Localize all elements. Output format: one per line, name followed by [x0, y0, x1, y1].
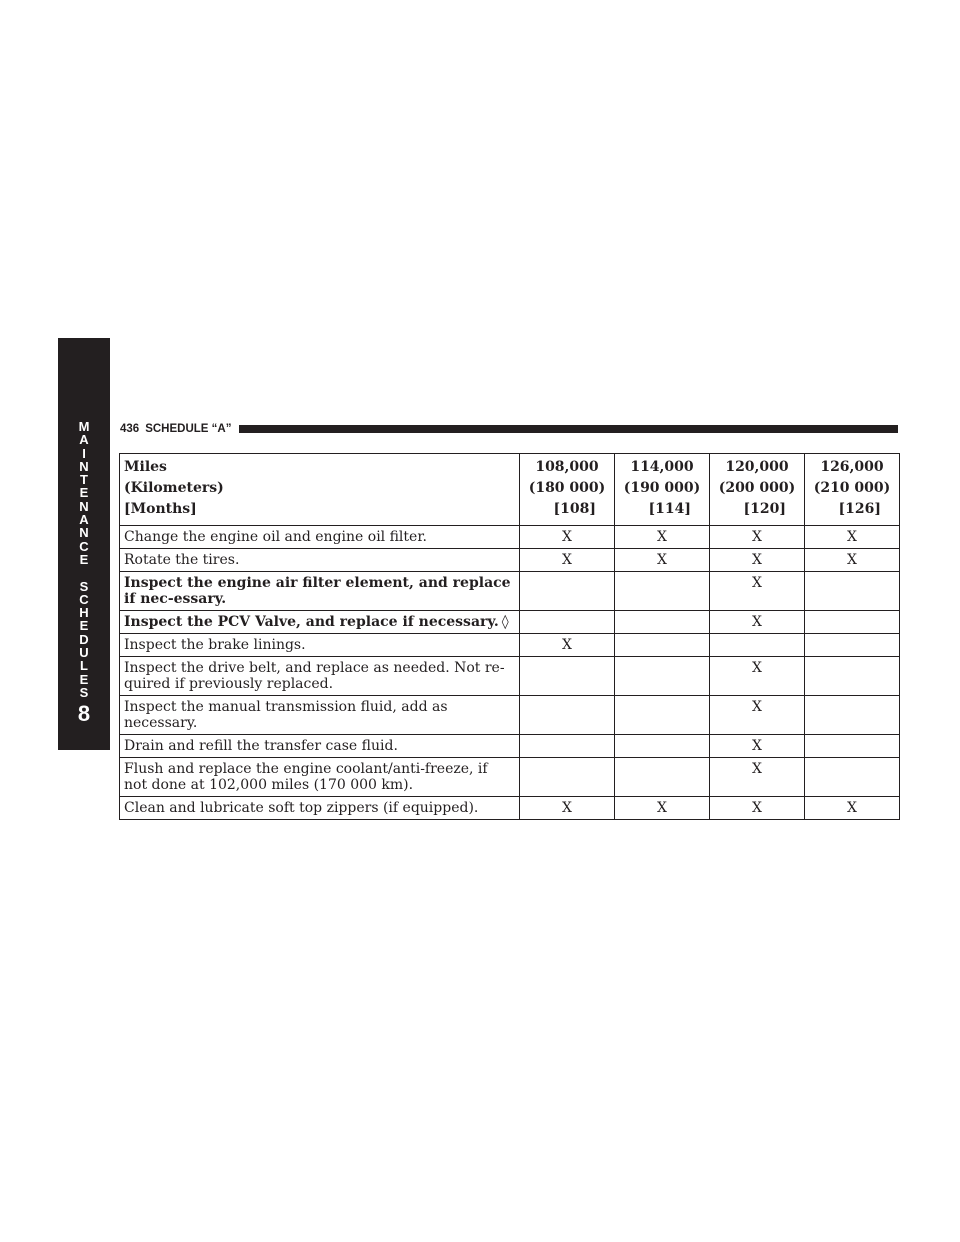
table-row	[120, 634, 900, 657]
section-title: SCHEDULE “A”	[145, 423, 232, 435]
interval-mark	[805, 634, 900, 657]
chapter-side-tab	[58, 338, 110, 750]
side-tab-letter: A	[79, 512, 89, 528]
interval-mark: X	[805, 797, 900, 820]
task-description: Inspect the PCV Valve, and replace if necessary.	[124, 614, 499, 630]
table-row	[120, 797, 900, 820]
interval-mark	[615, 758, 710, 797]
side-tab-label	[79, 420, 90, 699]
interval-km: (180 000)	[528, 480, 606, 496]
interval-column	[710, 454, 805, 526]
interval-header-row	[120, 454, 900, 526]
task-description: Flush and replace the engine coolant/anti-freeze, if not done at 102,000 miles (170 000 km).	[124, 761, 488, 793]
interval-mark: X	[710, 657, 805, 696]
interval-mark	[520, 735, 615, 758]
table-row	[120, 549, 900, 572]
side-tab-letter: U	[79, 645, 89, 661]
table-row	[120, 657, 900, 696]
interval-column	[615, 454, 710, 526]
interval-miles: 114,000	[630, 459, 694, 475]
side-tab-letter: E	[79, 618, 89, 634]
side-tab-letter: E	[79, 671, 89, 687]
task-description: Inspect the brake linings.	[124, 637, 306, 653]
interval-mark	[520, 611, 615, 634]
interval-mark: X	[710, 758, 805, 797]
interval-mark	[805, 572, 900, 611]
side-tab-letter: M	[78, 419, 90, 434]
side-tab-letter: C	[79, 591, 89, 607]
interval-mark	[615, 572, 710, 611]
interval-mark: X	[520, 797, 615, 820]
diamond-note-icon: ◊	[501, 614, 509, 630]
interval-mark: X	[710, 572, 805, 611]
table-row	[120, 696, 900, 735]
interval-km: (190 000)	[623, 480, 701, 496]
interval-mark: X	[520, 634, 615, 657]
task-description-cell	[120, 758, 520, 797]
interval-mark: X	[615, 526, 710, 549]
task-description-cell	[120, 634, 520, 657]
task-description: Drain and refill the transfer case fluid.	[124, 738, 398, 754]
interval-mark	[805, 657, 900, 696]
interval-column	[805, 454, 900, 526]
chapter-number: 8	[77, 701, 91, 727]
side-tab-letter: S	[79, 578, 89, 594]
interval-mark: X	[710, 526, 805, 549]
interval-mark: X	[520, 526, 615, 549]
task-description-cell	[120, 526, 520, 549]
interval-months: [126]	[838, 501, 881, 517]
interval-km: (200 000)	[718, 480, 796, 496]
table-row	[120, 735, 900, 758]
task-description-cell	[120, 611, 520, 634]
interval-mark: X	[615, 549, 710, 572]
task-description-cell	[120, 549, 520, 572]
side-tab-letter: E	[79, 485, 89, 501]
months-label: [Months]	[124, 501, 197, 517]
interval-months: [114]	[648, 501, 691, 517]
interval-mark: X	[805, 549, 900, 572]
interval-column	[520, 454, 615, 526]
table-row	[120, 611, 900, 634]
side-tab-letter: N	[79, 525, 89, 541]
task-description: Inspect the manual transmission fluid, add as necessary.	[124, 699, 448, 731]
interval-mark	[520, 657, 615, 696]
header-rule	[239, 425, 898, 433]
task-description-cell	[120, 735, 520, 758]
interval-labels-cell	[120, 454, 520, 526]
task-description-cell	[120, 572, 520, 611]
interval-mark: X	[520, 549, 615, 572]
interval-mark	[520, 758, 615, 797]
table-row	[120, 526, 900, 549]
side-tab-letter: H	[79, 605, 89, 621]
interval-mark	[520, 696, 615, 735]
table-row	[120, 572, 900, 611]
interval-mark	[805, 611, 900, 634]
interval-mark	[805, 758, 900, 797]
interval-mark: X	[805, 526, 900, 549]
interval-miles: 108,000	[535, 459, 599, 475]
interval-miles: 120,000	[725, 459, 789, 475]
interval-mark: X	[710, 611, 805, 634]
interval-mark	[520, 572, 615, 611]
interval-mark	[805, 696, 900, 735]
interval-mark: X	[710, 696, 805, 735]
interval-mark	[805, 735, 900, 758]
side-tab-letter: A	[79, 432, 89, 448]
interval-mark: X	[710, 797, 805, 820]
interval-months: [120]	[743, 501, 786, 517]
side-tab-letter: C	[79, 538, 89, 554]
page-number: 436	[120, 423, 140, 435]
task-description: Inspect the drive belt, and replace as needed. Not re-quired if previously replaced.	[124, 660, 505, 692]
interval-mark	[615, 696, 710, 735]
side-tab-letter: T	[80, 472, 88, 488]
task-description-cell	[120, 797, 520, 820]
interval-mark	[710, 634, 805, 657]
side-tab-letter: E	[79, 551, 89, 567]
side-tab-letter: I	[82, 445, 86, 461]
interval-mark: X	[710, 735, 805, 758]
maintenance-schedule-table	[119, 453, 900, 820]
interval-mark	[615, 657, 710, 696]
page-header	[120, 421, 898, 437]
side-tab-letter: D	[79, 631, 89, 647]
task-description: Rotate the tires.	[124, 552, 240, 568]
interval-mark	[615, 735, 710, 758]
interval-mark	[615, 611, 710, 634]
interval-miles: 126,000	[820, 459, 884, 475]
task-description: Clean and lubricate soft top zippers (if equipped).	[124, 800, 479, 816]
task-description-cell	[120, 696, 520, 735]
interval-mark: X	[615, 797, 710, 820]
task-description: Change the engine oil and engine oil filter.	[124, 529, 427, 545]
side-tab-letter: N	[79, 458, 89, 474]
miles-label: Miles	[124, 459, 167, 475]
task-description: Inspect the engine air filter element, and replace if nec-essary.	[124, 575, 511, 607]
task-rows	[120, 526, 900, 820]
interval-mark	[615, 634, 710, 657]
interval-mark: X	[710, 549, 805, 572]
task-description-cell	[120, 657, 520, 696]
side-tab-letter: S	[79, 684, 89, 700]
side-tab-letter: N	[79, 498, 89, 514]
kilometers-label: (Kilometers)	[124, 480, 224, 496]
interval-months: [108]	[553, 501, 596, 517]
table-row	[120, 758, 900, 797]
side-tab-letter: L	[80, 658, 88, 674]
interval-km: (210 000)	[813, 480, 891, 496]
